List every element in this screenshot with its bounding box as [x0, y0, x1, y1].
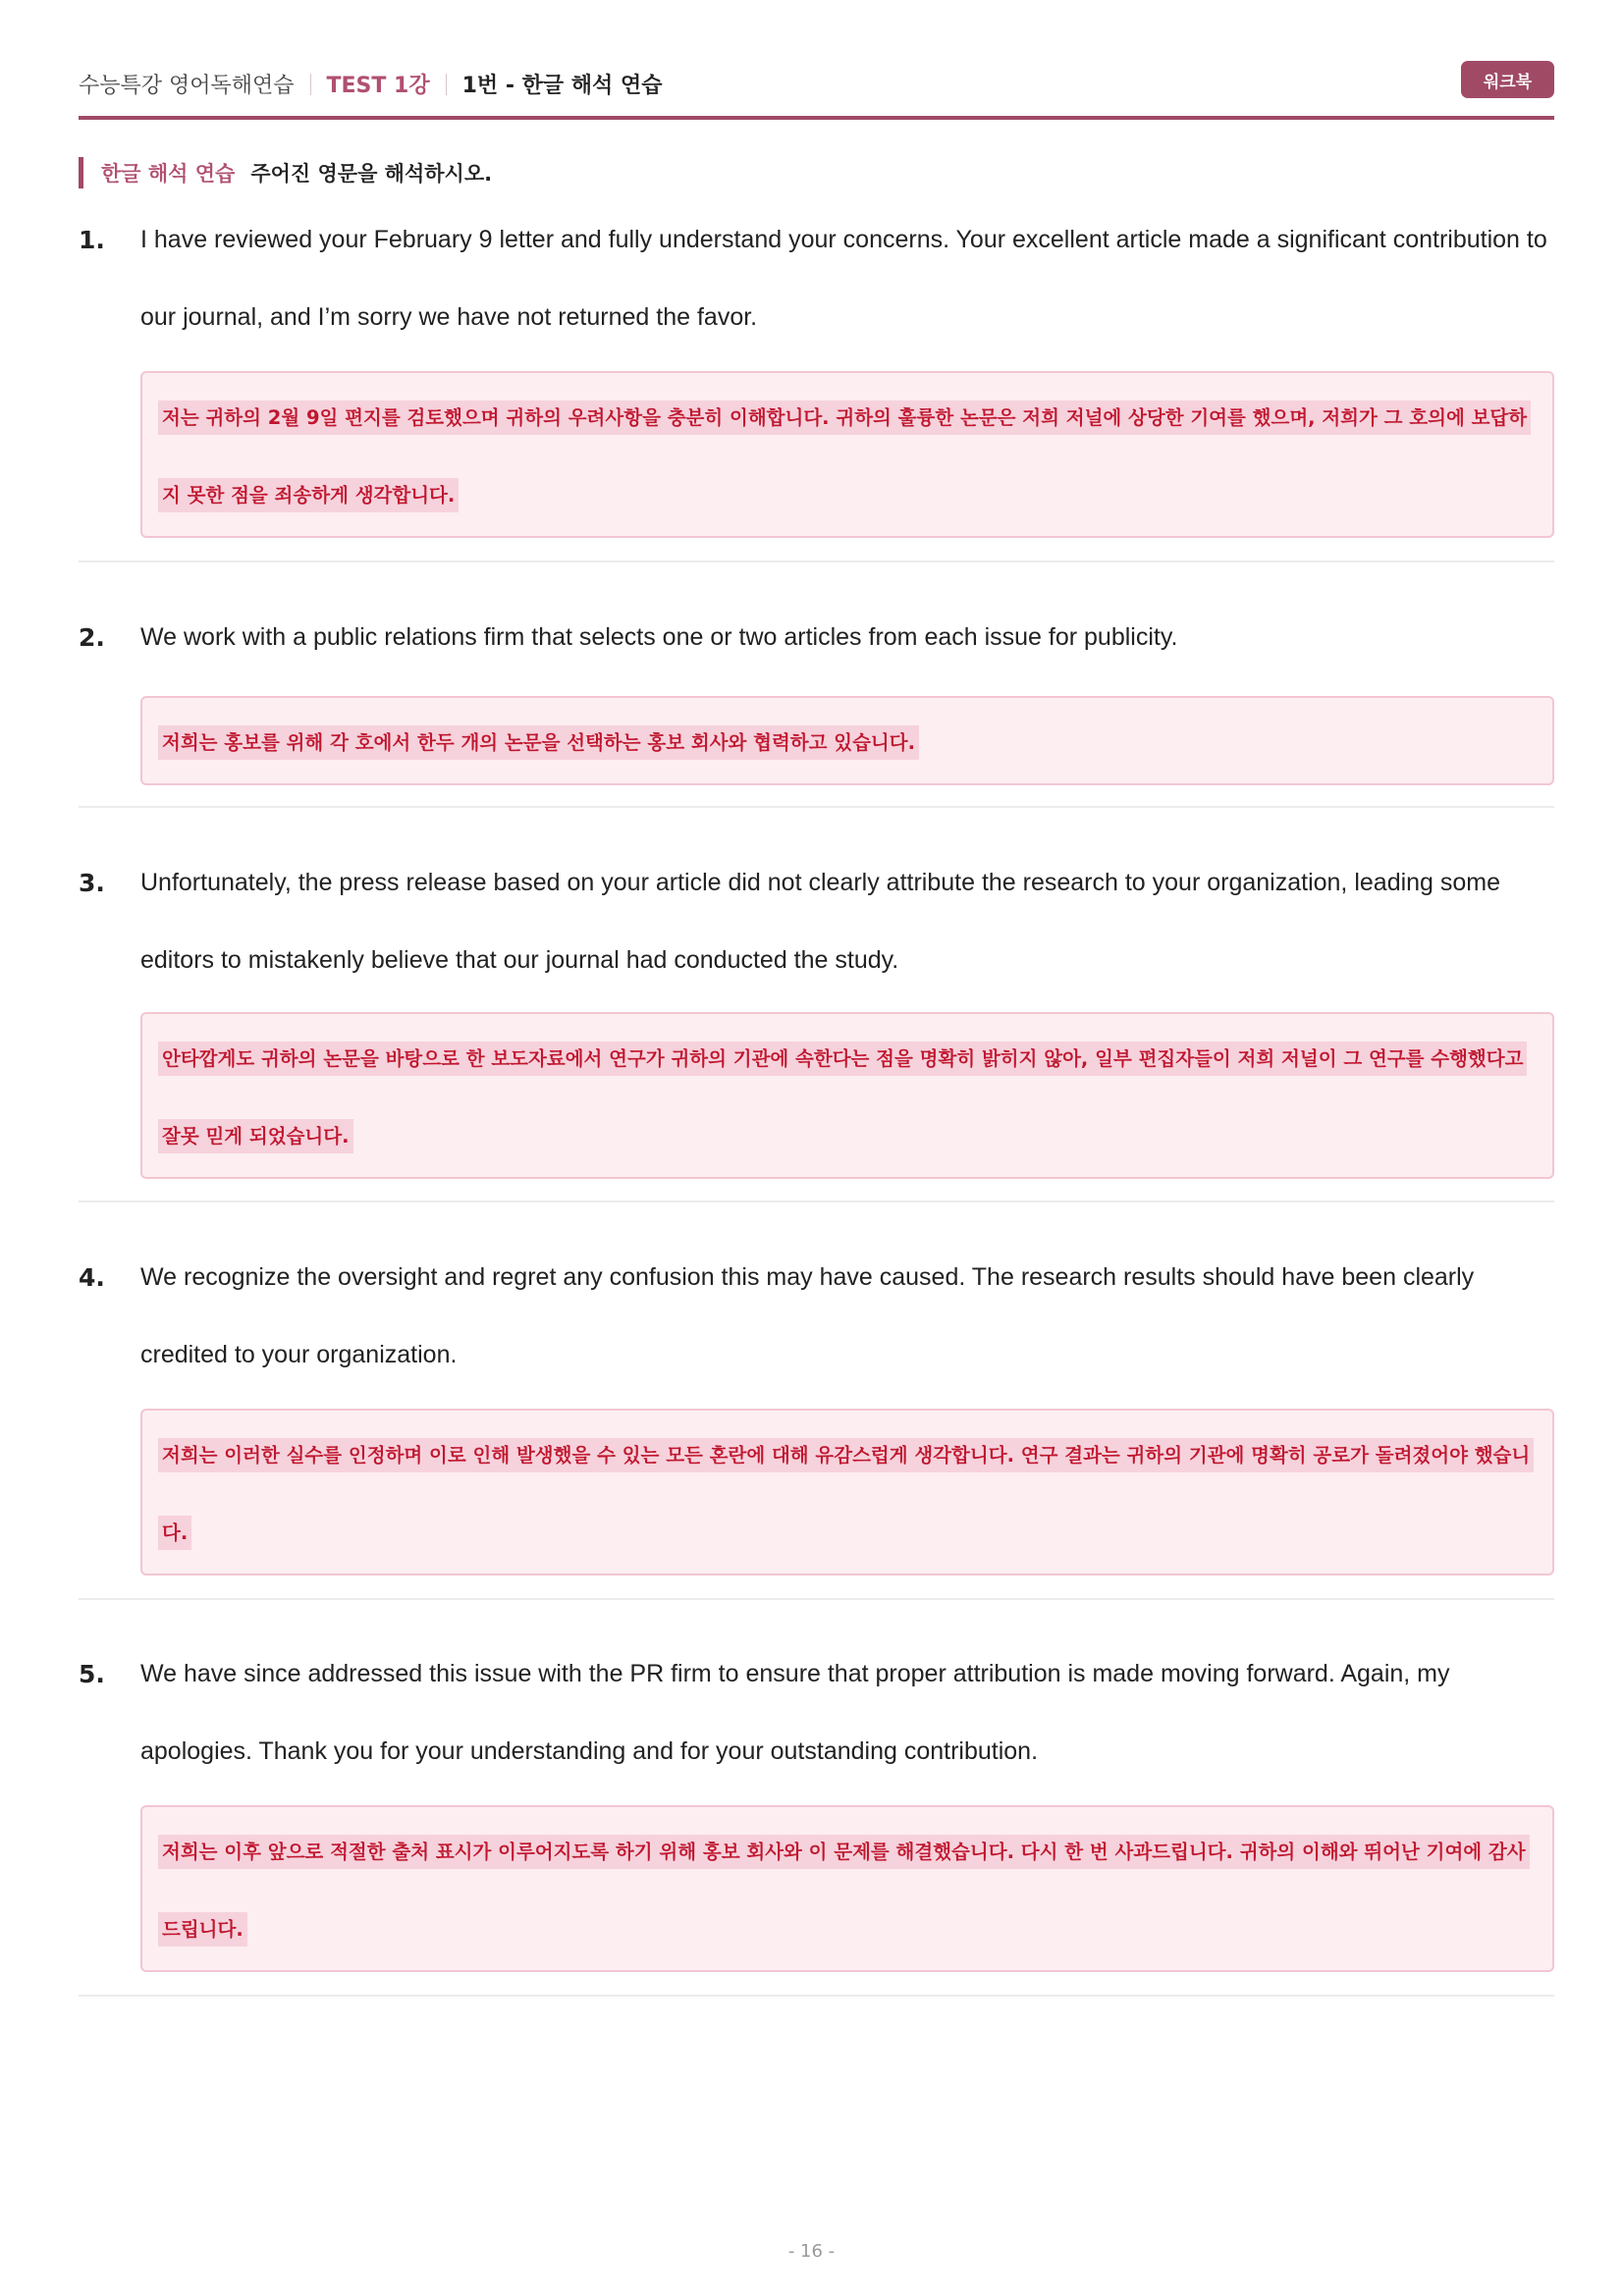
- korean-translation: 저희는 이후 앞으로 적절한 출처 표시가 이루어지도록 하기 위해 홍보 회사와 이 문제를 해결했습니다. 다시 한 번 사과드립니다. 귀하의 이해와 뛰어난 기여에 감사드립니다.: [158, 1813, 1537, 1968]
- item-divider: [79, 1201, 1554, 1202]
- item-number: 2.: [79, 623, 105, 652]
- korean-translation: 저는 귀하의 2월 9일 편지를 검토했으며 귀하의 우려사항을 충분히 이해합니다. 귀하의 훌륭한 논문은 저희 저널에 상당한 기여를 했으며, 저희가 그 호의에 보답하지 못한 점을 죄송하게 생각합니다.: [158, 379, 1537, 534]
- korean-translation: 안타깝게도 귀하의 논문을 바탕으로 한 보도자료에서 연구가 귀하의 기관에 속한다는 점을 명확히 밝히지 않아, 일부 편집자들이 저희 저널이 그 연구를 수행했다고 잘못 믿게 되었습니다.: [158, 1020, 1537, 1175]
- page-number: - 16 -: [787, 2241, 836, 2262]
- workbook-badge: 워크북: [1461, 61, 1554, 98]
- english-sentence: We work with a public relations firm that selects one or two articles from each issue for publicity.: [140, 623, 1178, 651]
- page-title: 1번 - 한글 해석 연습: [461, 74, 663, 98]
- korean-translation: 저희는 이러한 실수를 인정하며 이로 인해 발생했을 수 있는 모든 혼란에 대해 유감스럽게 생각합니다. 연구 결과는 귀하의 기관에 명확히 공로가 돌려졌어야 했습니다.: [158, 1416, 1537, 1572]
- section-instruction: 주어진 영문을 해석하시오.: [250, 162, 493, 186]
- translation-box: [140, 1012, 1554, 1179]
- section-accent-bar: [79, 157, 83, 188]
- item-number: 4.: [79, 1263, 105, 1292]
- translation-box: [140, 696, 1554, 785]
- item-number: 5.: [79, 1660, 105, 1688]
- series-name: 수능특강 영어독해연습: [79, 74, 295, 98]
- item-divider: [79, 1598, 1554, 1600]
- item-divider: [79, 1995, 1554, 1997]
- english-sentence: I have reviewed your February 9 letter and fully understand your concerns. Your excellent article made a significant contribution to our journal, and I’m sorry we have not returned the favor.: [140, 226, 1547, 331]
- item-number: 3.: [79, 869, 105, 897]
- english-sentence: Unfortunately, the press release based on your article did not clearly attribute the research to your organization, leading some editors to mistakenly believe that our journal had conducted the study.: [140, 869, 1501, 974]
- section-tag: 한글 해석 연습: [101, 162, 236, 186]
- page-header: [79, 59, 1554, 118]
- test-label: TEST 1강: [326, 74, 430, 98]
- header-breadcrumb: [79, 69, 662, 99]
- item-divider: [79, 806, 1554, 808]
- english-sentence: We recognize the oversight and regret any confusion this may have caused. The research results should have been clearly credited to your organization.: [140, 1263, 1475, 1368]
- section-heading: [79, 157, 492, 188]
- header-divider: [79, 116, 1554, 120]
- translation-box: [140, 371, 1554, 538]
- header-separator: [446, 74, 447, 95]
- english-sentence: We have since addressed this issue with the PR firm to ensure that proper attribution is made moving forward. Again, my apologies. Thank you for your understanding and for your outstanding contribution.: [140, 1660, 1450, 1765]
- korean-translation: 저희는 홍보를 위해 각 호에서 한두 개의 논문을 선택하는 홍보 회사와 협력하고 있습니다.: [158, 704, 1537, 781]
- item-number: 1.: [79, 226, 105, 254]
- item-divider: [79, 561, 1554, 562]
- translation-box: [140, 1805, 1554, 1972]
- translation-box: [140, 1409, 1554, 1575]
- header-separator: [310, 74, 311, 95]
